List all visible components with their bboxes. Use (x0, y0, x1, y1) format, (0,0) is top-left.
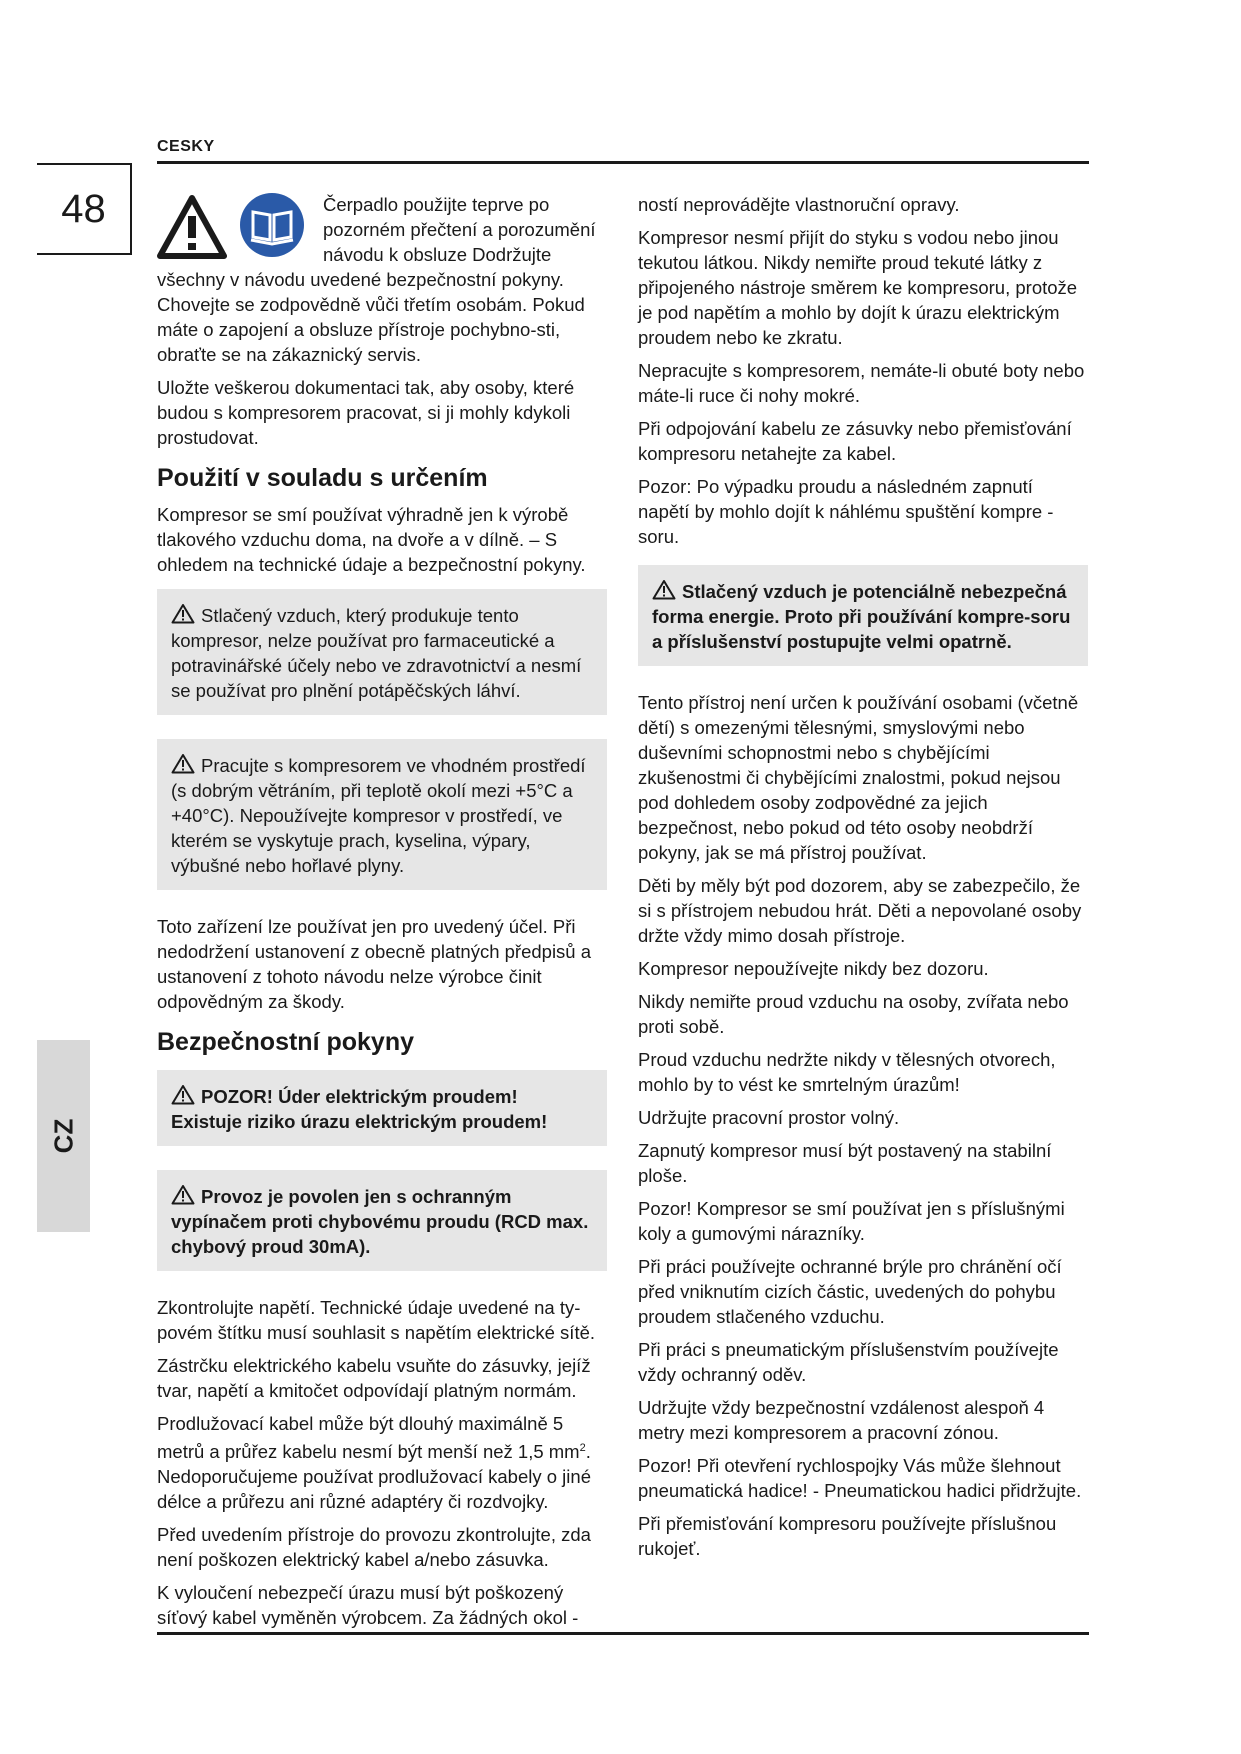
outage-paragraph: Pozor: Po výpadku proudu a následném zapnutí napětí by mohlo dojít k náhlému spuštění kompre - soru. (638, 476, 1054, 547)
intro-icons (157, 192, 317, 264)
warning-environment-text: Pracujte s kompresorem ve vhodném prostředí (s dobrým větráním, při teplotě okolí mezi +5°C a +40°C). Nepoužívejte kompresor v prostředí, ve kterém se vyskytuje prach, kyselina, výpary, výbušné nebo hořlavé plyny. (171, 755, 586, 876)
continued-paragraph: ností neprovádějte vlastnoruční opravy. (638, 194, 960, 215)
glasses-paragraph: Při práci používejte ochranné brýle pro chránění očí před vniknutím cizích částic, uvedených do pohybu proudem stlačeného vzduchu. (638, 1256, 1062, 1327)
distance-paragraph: Udržujte vždy bezpečnostní vzdálenost alespoň 4 metry mezi kompresorem a pracovní zónou. (638, 1397, 1045, 1443)
warning-triangle-icon (157, 194, 227, 260)
right-column (638, 192, 1088, 1569)
warning-energy-text: Stlačený vzduch je potenciálně nebezpečná forma energie. Proto při používání kompre-soru a příslušenství postupujte velmi opatrně. (652, 581, 1071, 652)
warning-box-pharma (157, 589, 607, 715)
heading-intended-use: Použití v souladu s určením (157, 464, 488, 492)
top-rule (157, 161, 1089, 164)
handle-paragraph: Při přemisťování kompresoru používejte příslušnou rukojeť. (638, 1513, 1057, 1559)
warning-rcd-text: Provoz je povolen jen s ochranným vypínačem proti chybovému proudu (RCD max. chybový proud 30mA). (171, 1186, 589, 1257)
voltage-paragraph: Zkontrolujte napětí. Technické údaje uvedené na ty-povém štítku musí souhlasit s napětím elektrické sítě. (157, 1297, 596, 1343)
warning-icon (171, 1184, 195, 1205)
supervision-paragraph: Kompresor nepoužívejte nikdy bez dozoru. (638, 958, 989, 979)
warning-box-environment (157, 739, 607, 890)
warning-box-rcd (157, 1170, 607, 1271)
intended-use-paragraph: Kompresor se smí používat výhradně jen k výrobě tlakového vzduchu doma, na dvoře a v dílně. – S ohledem na technické údaje a bezpečnostní pokyny. (157, 504, 586, 575)
warning-shock-text: POZOR! Úder elektrickým proudem! Existuje riziko úrazu elektrickým proudem! (171, 1086, 548, 1132)
free-space-paragraph: Udržujte pracovní prostor volný. (638, 1107, 900, 1128)
manual-book-icon (239, 192, 305, 258)
check-cable-paragraph: Před uvedením přístroje do provozu zkontrolujte, zda není poškozen elektrický kabel a/nebo zásuvka. (157, 1524, 591, 1571)
body-openings-paragraph: Proud vzduchu nedržte nikdy v tělesných otvorech, mohlo by to vést ke smrtelným úrazům! (638, 1049, 1056, 1095)
extension-cable-paragraph: Prodlužovací kabel může být dlouhý maximálně 5 metrů a průřez kabelu nesmí být menší než 1,5 $mm^2$. Nedoporučujeme používat prodlužovací kabely o jiné délce a průřezu ani různé adaptéry či rozdvojky. (157, 1413, 591, 1513)
warning-pharma-text: Stlačený vzduch, který produkuje tento kompresor, nelze používat pro farmaceutické a potravinářské účely nebo ve zdravotnictví a nesmí se používat pro plnění potápěčských láhví. (171, 605, 582, 701)
children-paragraph: Děti by měly být pod dozorem, aby se zabezpečilo, že si s přístrojem nebudou hrát. Děti a nepovolané osoby držte vždy mimo dosah přístroje. (638, 875, 1082, 946)
cable-paragraph: Při odpojování kabelu ze zásuvky nebo přemisťování kompresoru netahejte za kabel. (638, 418, 1072, 464)
warning-icon (171, 753, 195, 774)
warning-box-shock (157, 1070, 607, 1146)
intro-text: Čerpadlo použijte teprve po pozorném přečtení a porozumění návodu k obsluze Dodržujte všechny v návodu uvedené bezpečnostní pokyny. Chovejte se zodpovědně vůči třetím osobám. Pokud máte o zapojení a obsluze přístroje pochybno-sti, obraťte se na zákaznický servis. (157, 194, 596, 365)
clothing-paragraph: Při práci s pneumatickým příslušenstvím používejte vždy ochranný oděv. (638, 1339, 1059, 1385)
bottom-rule (157, 1632, 1089, 1635)
wheels-paragraph: Pozor! Kompresor se smí používat jen s příslušnými koly a gumovými nárazníky. (638, 1198, 1065, 1244)
stable-surface-paragraph: Zapnutý kompresor musí být postavený na stabilní ploše. (638, 1140, 1052, 1186)
documentation-paragraph: Uložte veškerou dokumentaci tak, aby osoby, které budou s kompresorem pracovat, si ji mohly kdykoli prostudovat. (157, 377, 575, 448)
plug-paragraph: Zástrčku elektrického kabelu vsuňte do zásuvky, jejíž tvar, napětí a kmitočet odpovídají platným normám. (157, 1355, 591, 1401)
warning-icon (171, 603, 195, 624)
language-tab-label: CZ (48, 1118, 78, 1154)
shoes-paragraph: Nepracujte s kompresorem, nemáte-li obuté boty nebo máte-li ruce či nohy mokré. (638, 360, 1085, 406)
hose-paragraph: Pozor! Při otevření rychlospojky Vás může šlehnout pneumatická hadice! - Pneumatickou hadici přidržujte. (638, 1455, 1082, 1501)
aim-paragraph: Nikdy nemiřte proud vzduchu na osoby, zvířata nebo proti sobě. (638, 991, 1069, 1037)
warning-icon (171, 1084, 195, 1105)
language-tab (37, 1040, 90, 1232)
persons-paragraph: Tento přístroj není určen k používání osobami (včetně dětí) s omezenými tělesnými, smyslovými nebo duševními schopnostmi nebo s chybějícími zkušenostmi či chybějícími znalostmi, pokud nejsou pod dohledem osoby zodpovědné za jejich bezpečnost, nebo pokud od této osoby neobdrží pokyny, jak se má přístroj používat. (638, 692, 1079, 863)
page-number: 48 (37, 163, 132, 255)
damaged-cable-paragraph: K vyloučení nebezpečí úrazu musí být poškozený síťový kabel vyměněn výrobcem. Za žádných okol - (157, 1582, 579, 1629)
section-label: CESKY (157, 138, 215, 155)
warning-box-energy (638, 565, 1088, 666)
left-column (157, 192, 607, 1638)
heading-safety: Bezpečnostní pokyny (157, 1028, 414, 1056)
water-paragraph: Kompresor nesmí přijít do styku s vodou nebo jinou tekutou látkou. Nikdy nemiřte proud tekuté látky z připojeného nástroje směrem ke kompresoru, protože je pod napětím a mohlo by dojít k úrazu elektrickým proudem nebo ke zkratu. (638, 227, 1078, 348)
liability-paragraph: Toto zařízení lze používat jen pro uvedený účel. Při nedodržení ustanovení z obecně platných předpisů a ustanovení z tohoto návodu nelze výrobce činit odpovědným za škody. (157, 916, 592, 1012)
warning-icon (652, 579, 676, 600)
intro-block (157, 192, 607, 367)
